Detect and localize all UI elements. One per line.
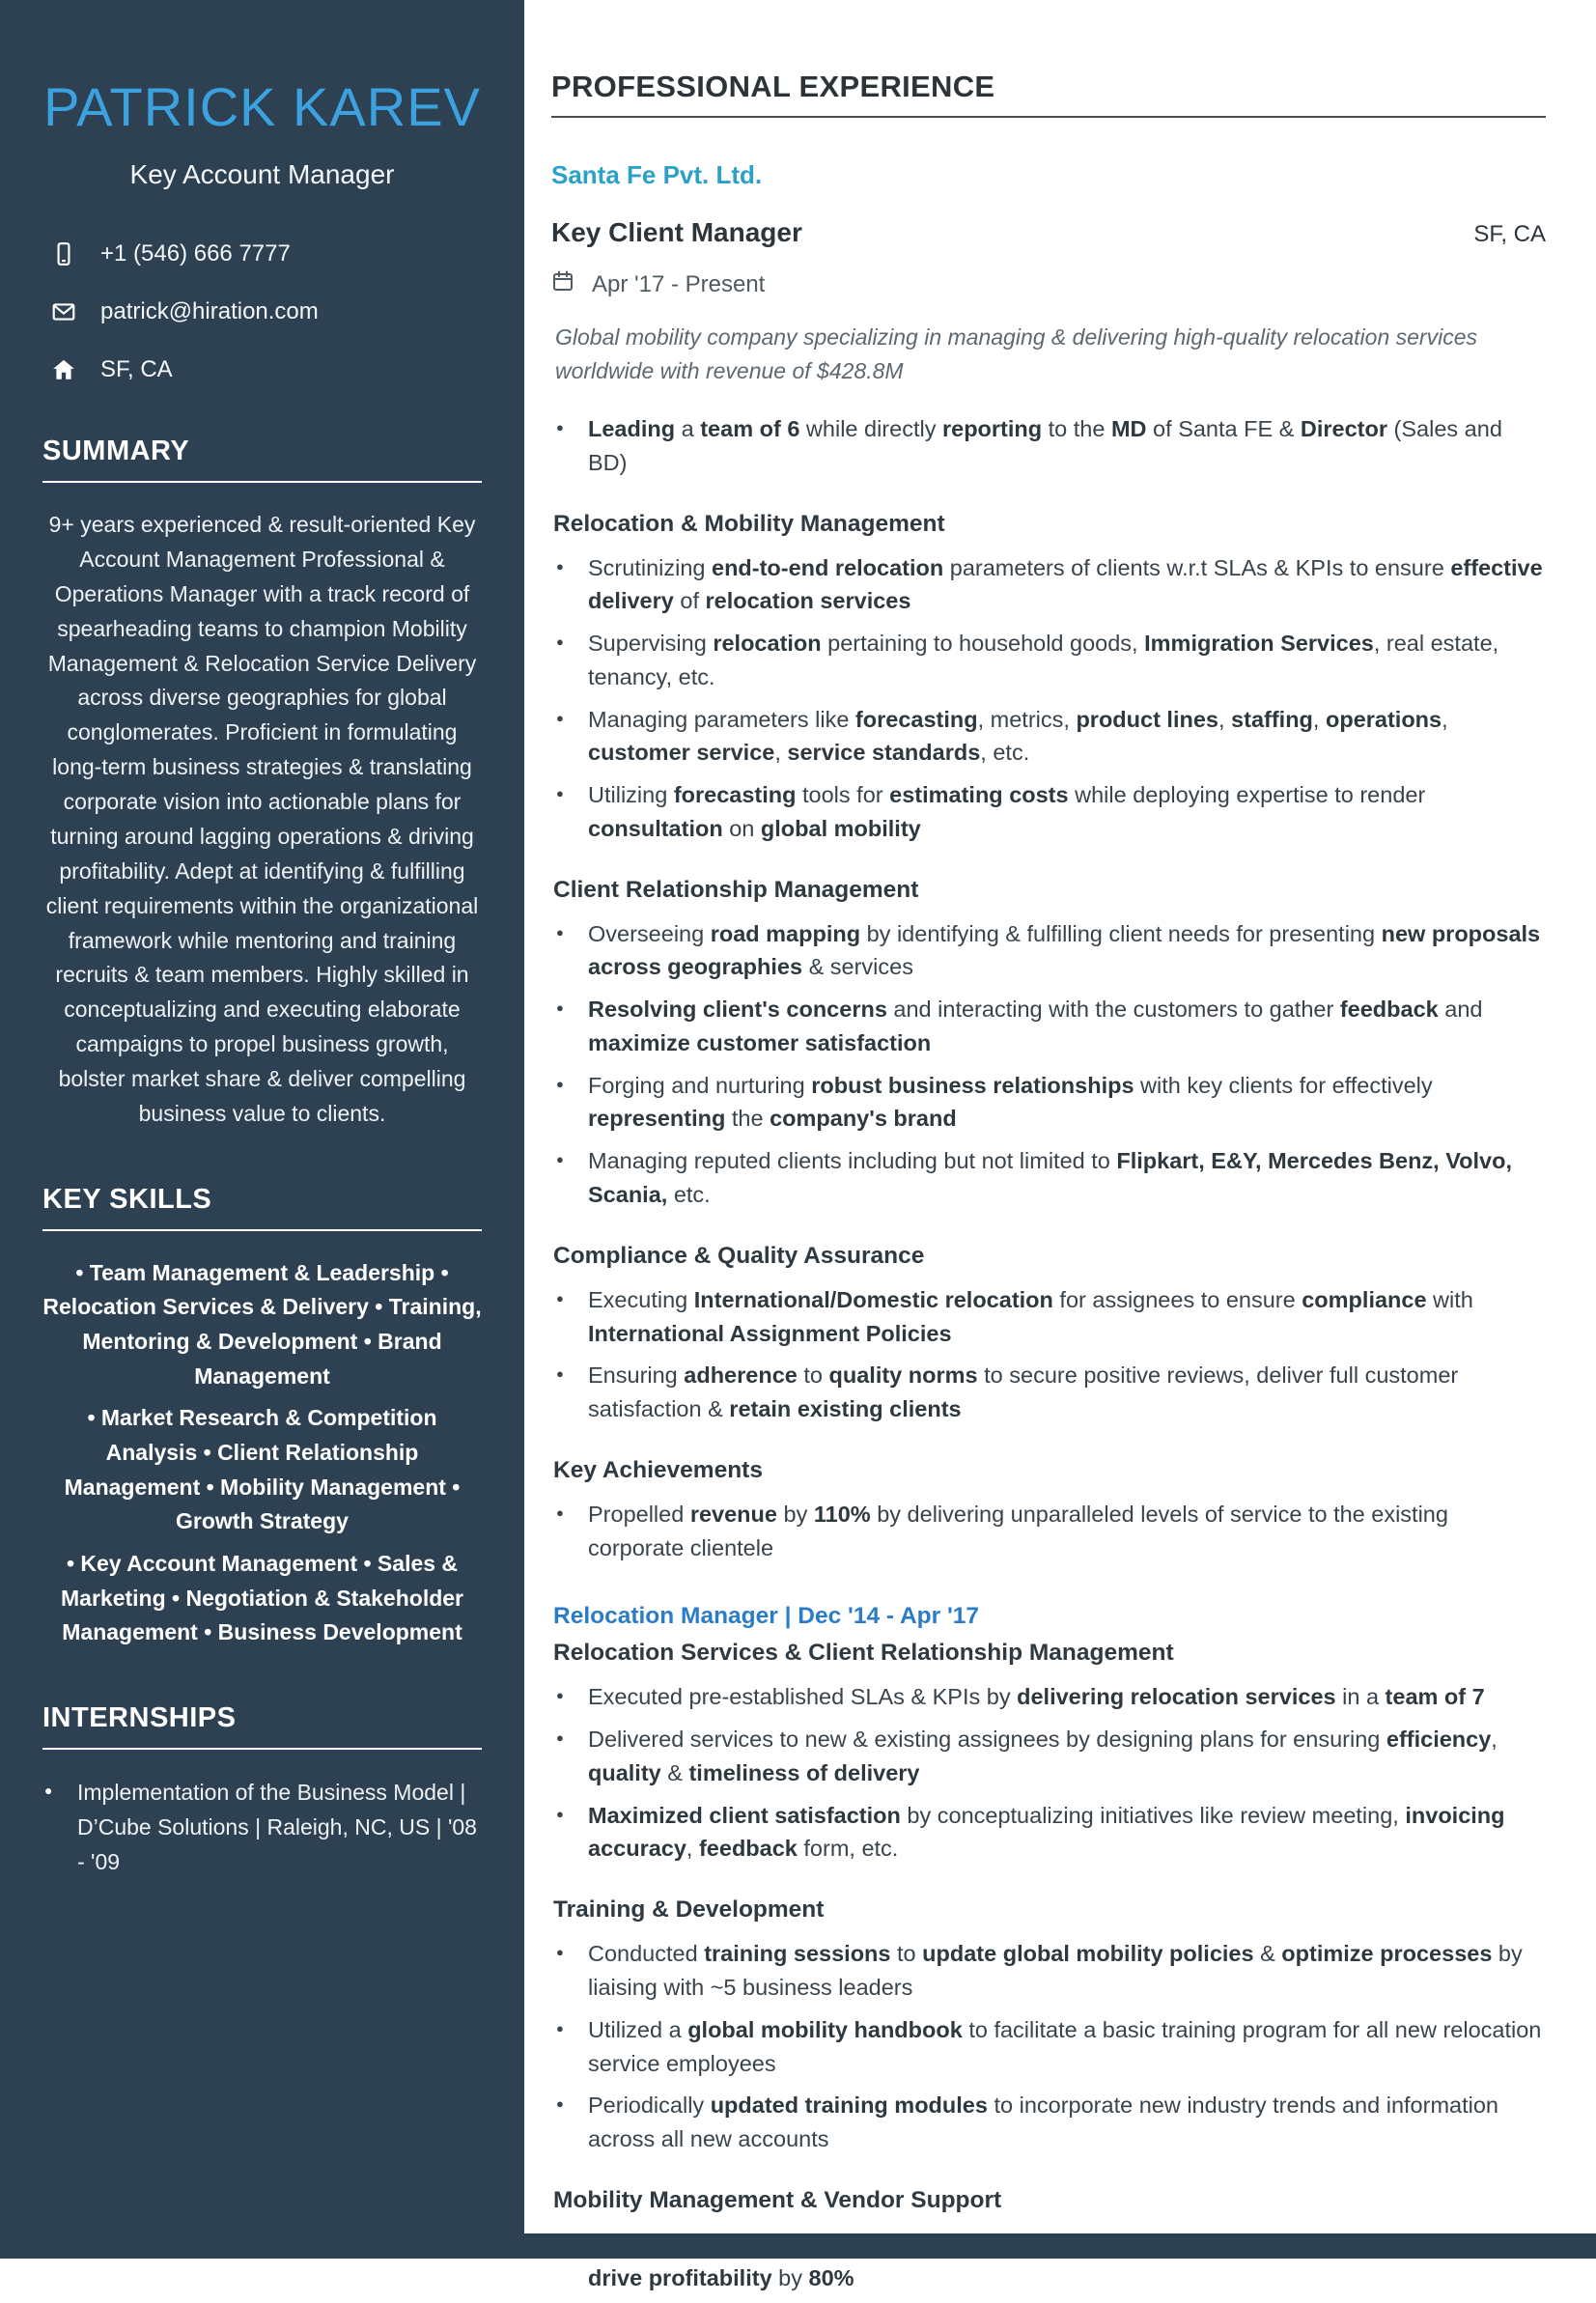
experience-bullet: ● Maximized client satisfaction by conceptualizing initiatives like review meeting, invoicing accuracy, feedback form, etc. bbox=[551, 1799, 1546, 1867]
contact-list bbox=[42, 240, 482, 383]
experience-bullet: ● Utilized a global mobility handbook to facilitate a basic training program for all new relocation service employees bbox=[551, 2013, 1546, 2081]
section-heading: Mobility Management & Vendor Support bbox=[553, 2186, 1002, 2213]
previous-role-title: Relocation Manager | Dec '14 - Apr '17 bbox=[553, 1603, 980, 1630]
experience-bullet: ● Delivered services to new & existing assignees by designing plans for ensuring efficiency, quality & timeliness of delivery bbox=[551, 1723, 1546, 1790]
summary-heading: SUMMARY bbox=[42, 435, 482, 483]
skills-group: • Market Research & Competition Analysis • Client Relationship Management • Mobility Management • Growth Strategy bbox=[64, 1405, 461, 1534]
phone-icon bbox=[50, 241, 77, 267]
section-heading: Relocation Services & Client Relationship Management bbox=[553, 1640, 1174, 1667]
envelope-icon bbox=[50, 299, 77, 324]
internships-section bbox=[42, 1702, 482, 1880]
internship-item: ● Implementation of the Business Model | D’Cube Solutions | Raleigh, NC, US | '08 - '09 bbox=[42, 1775, 482, 1880]
contact-location bbox=[50, 356, 482, 383]
experience-bullet: ● Conducted training sessions to update global mobility policies & optimize processes by liaising with ~5 business leaders bbox=[551, 1937, 1546, 2005]
experience-bullet: ● Leading a team of 6 while directly reporting to the MD of Santa FE & Director (Sales and BD) bbox=[551, 412, 1546, 480]
section-heading: Client Relationship Management bbox=[553, 876, 919, 903]
experience-bullet: ● drive profitability by 80% bbox=[551, 2228, 1546, 2295]
company-description: Global mobility company specializing in managing & delivering high-quality relocation services worldwide with revenue of $428.8M bbox=[555, 324, 1477, 383]
skills-group: • Key Account Management • Sales & Marketing • Negotiation & Stakeholder Management • Business Development bbox=[61, 1550, 463, 1645]
experience-bullet: ● Supervising relocation pertaining to household goods, Immigration Services, real estate, tenancy, etc. bbox=[551, 627, 1546, 694]
section-heading: Compliance & Quality Assurance bbox=[553, 1242, 925, 1269]
section-bullets bbox=[551, 1498, 1546, 1565]
experience-bullet: ● Managing parameters like forecasting, metrics, product lines, staffing, operations, customer service, service standards, etc. bbox=[551, 703, 1546, 771]
company-name: Santa Fe Pvt. Ltd. bbox=[551, 160, 763, 189]
experience-bullet: ● Forging and nurturing robust business relationships with key clients for effectively representing the company's brand bbox=[551, 1069, 1546, 1137]
home-icon bbox=[50, 357, 77, 382]
candidate-name: PATRICK KAREV bbox=[43, 76, 481, 137]
experience-bullet: ● Periodically updated training modules to incorporate new industry trends and information across all new accounts bbox=[551, 2089, 1546, 2156]
experience-bullet: ● Ensuring adherence to quality norms to secure positive reviews, deliver full customer satisfaction & retain existing clients bbox=[551, 1359, 1546, 1426]
experience-bullet: ● Utilizing forecasting tools for estimating costs while deploying expertise to render consultation on global mobility bbox=[551, 778, 1546, 846]
section-heading: Key Achievements bbox=[553, 1456, 763, 1483]
experience-bullet: ● Executing International/Domestic relocation for assignees to ensure compliance with International Assignment Policies bbox=[551, 1283, 1546, 1351]
summary-text: 9+ years experienced & result-oriented Key Account Management Professional & Operations Manager with a track record of spearheading teams to champion Mobility Management & Relocation Service Delivery across diverse geographies for global conglomerates. Proficient in formulating long-term business strategies & translating corporate vision into actionable plans for turning around lagging operations & driving profitability. Adept at identifying & fulfilling client requirements within the organizational framework while mentoring and training recruits & team members. Highly skilled in conceptualizing and executing elaborate campaigns to propel business growth, bolster market share & deliver compelling business value to clients. bbox=[45, 512, 479, 1126]
section-bullets bbox=[551, 1283, 1546, 1426]
section-heading: Relocation & Mobility Management bbox=[553, 510, 945, 537]
sidebar bbox=[0, 0, 524, 2259]
experience-bullet: ● Overseeing road mapping by identifying & fulfilling client needs for presenting new proposals across geographies & services bbox=[551, 917, 1546, 985]
professional-experience-heading: PROFESSIONAL EXPERIENCE bbox=[551, 70, 995, 103]
date-row bbox=[551, 269, 1546, 299]
role-location: SF, CA bbox=[1473, 221, 1546, 247]
summary-section bbox=[42, 435, 482, 1132]
role-dates: Apr '17 - Present bbox=[592, 270, 766, 297]
experience-bullet: ● Executed pre-established SLAs & KPIs by delivering relocation services in a team of 7 bbox=[551, 1680, 1546, 1714]
experience-bullet: ● Managing reputed clients including but not limited to Flipkart, E&Y, Mercedes Benz, Volvo, Scania, etc. bbox=[551, 1144, 1546, 1212]
experience-bullet: ● Resolving client's concerns and interacting with the customers to gather feedback and maximize customer satisfaction bbox=[551, 993, 1546, 1060]
experience-column bbox=[524, 0, 1596, 2303]
key-skills-heading: KEY SKILLS bbox=[42, 1184, 482, 1231]
calendar-icon bbox=[551, 269, 574, 299]
key-skills-section bbox=[42, 1184, 482, 1650]
skills-group: • Team Management & Leadership • Relocation Services & Delivery • Training, Mentoring & Development • Brand Management bbox=[42, 1259, 482, 1389]
role-row bbox=[551, 217, 1546, 248]
intro-bullets bbox=[551, 412, 1546, 480]
candidate-title: Key Account Manager bbox=[129, 159, 395, 189]
experience-bullet: ● Scrutinizing end-to-end relocation parameters of clients w.r.t SLAs & KPIs to ensure effective delivery of relocation services bbox=[551, 551, 1546, 619]
contact-email[interactable] bbox=[50, 298, 482, 325]
contact-location-text: SF, CA bbox=[100, 356, 173, 382]
section-bullets bbox=[551, 551, 1546, 846]
contact-phone-text: +1 (546) 666 7777 bbox=[100, 240, 291, 267]
role-title: Key Client Manager bbox=[551, 217, 802, 247]
section-bullets bbox=[551, 917, 1546, 1212]
footer-bar bbox=[0, 2233, 1596, 2259]
heading-rule bbox=[551, 116, 1546, 118]
internships-heading: INTERNSHIPS bbox=[42, 1702, 482, 1750]
internship-list bbox=[42, 1775, 482, 1880]
section-heading: Training & Development bbox=[553, 1896, 825, 1924]
section-bullets bbox=[551, 1937, 1546, 2156]
contact-phone[interactable] bbox=[50, 240, 482, 267]
section-bullets bbox=[551, 1680, 1546, 1866]
experience-bullet: ● Propelled revenue by 110% by delivering unparalleled levels of service to the existing corporate clientele bbox=[551, 1498, 1546, 1565]
contact-email-text: patrick@hiration.com bbox=[100, 298, 319, 324]
